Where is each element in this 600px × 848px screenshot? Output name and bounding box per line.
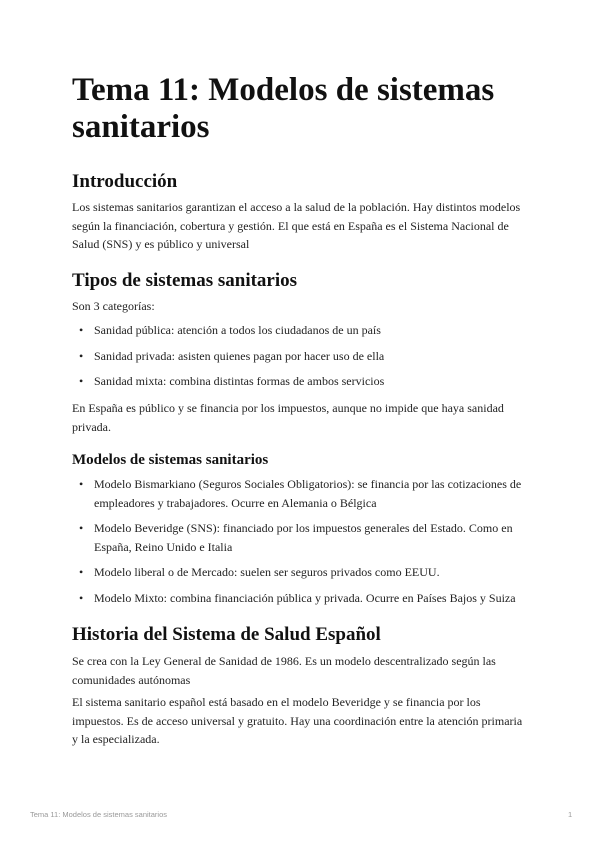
footer-title: Tema 11: Modelos de sistemas sanitarios [30, 810, 168, 819]
intro-heading: Introducción [72, 171, 178, 192]
list-item: • Modelo liberal o de Mercado: suelen ser seguros privados como EEUU. [72, 563, 528, 582]
list-item: • Modelo Beveridge (SNS): financiado por los impuestos generales del Estado. Como en España, Reino Unido e Italia [72, 519, 528, 556]
tipos-list [72, 321, 528, 391]
tipos-heading: Tipos de sistemas sanitarios [72, 270, 298, 291]
modelos-list [72, 475, 528, 607]
historia-paragraph-1: Se crea con la Ley General de Sanidad de 1986. Es un modelo descentralizado según las comunidades autónomas [72, 654, 496, 687]
modelos-heading: Modelos de sistemas sanitarios [72, 452, 269, 468]
historia-paragraph-2: El sistema sanitario español está basado en el modelo Beveridge y se financia por los impuestos. Es de acceso universal y gratuito. Hay una coordinación entre la atención primaria y la especializada. [72, 695, 523, 746]
list-item: • Modelo Mixto: combina financiación pública y privada. Ocurre en Países Bajos y Suiza [72, 589, 528, 608]
tipos-lead: Son 3 categorías: [72, 299, 155, 313]
list-item: • Sanidad mixta: combina distintas formas de ambos servicios [72, 372, 528, 391]
page-title: Tema 11: Modelos de sistemas sanitarios [72, 72, 495, 145]
footer-page-number: 1 [568, 810, 573, 819]
list-item: • Modelo Bismarkiano (Seguros Sociales Obligatorios): se financia por las cotizaciones de empleadores y trabajadores. Ocurre en Alemania o Bélgica [72, 475, 528, 512]
intro-paragraph: Los sistemas sanitarios garantizan el acceso a la salud de la población. Hay distintos modelos según la financiación, cobertura y gestión. El que está en España es el Sistema Nacional de Salud (SNS) y es público y universal [72, 200, 521, 251]
list-item: • Sanidad pública: atención a todos los ciudadanos de un país [72, 321, 528, 340]
historia-heading: Historia del Sistema de Salud Español [72, 624, 381, 645]
tipos-closing: En España es público y se financia por los impuestos, aunque no impide que haya sanidad privada. [72, 401, 504, 434]
list-item: • Sanidad privada: asisten quienes pagan por hacer uso de ella [72, 347, 528, 366]
